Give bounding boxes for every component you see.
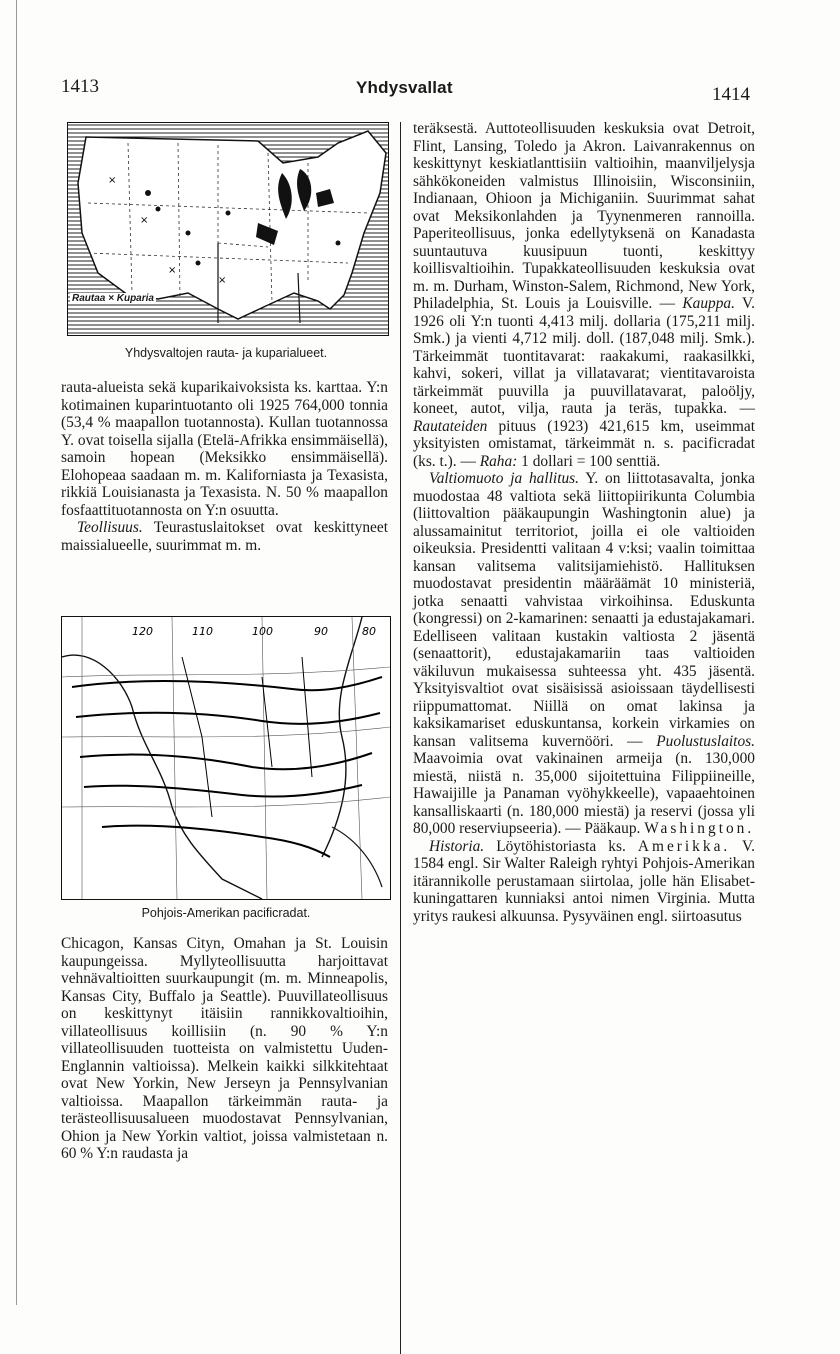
pacific-railways-map <box>61 616 391 900</box>
svg-text:110: 110 <box>192 625 213 638</box>
paragraph-minerals: rauta-alueista sekä kuparikaivoksista ks. karttaa. Y:n kotimainen kuparintuotanto oli 1925 764,000 tonnia (53,4 % maapallon tuotannosta). Kullan tuotannossa Y. ovat toisella sijalla (Etelä-Afrikka ensimmäisellä), samoin hopean (Meksikko ensimmäisellä). Elohopeaa saadaan m. m. Kaliforniasta ja Texasista, rikkiä Louisianasta ja Texasista. N. 50 % maapallon fosfaattituotannosta on Y:n osuutta. <box>61 379 388 519</box>
heading-valtiomuoto: Valtiomuoto ja hallitus. <box>429 470 580 487</box>
ref-amerikka: Amerikka. <box>637 837 731 855</box>
svg-text:90: 90 <box>314 625 328 638</box>
heading-raha: Raha: <box>479 452 518 470</box>
svg-text:×: × <box>140 215 149 226</box>
capital-name: Washington. <box>644 820 755 837</box>
paragraph-industry-cont2: teräksestä. Auttoteollisuuden keskuksia ovat Detroit, Flint, Lansing, Toledo ja Akron. Laivanrakennus on keskittynyt keskiatlanttisiin valtioihin, maanviljelysja sähkökoneiden valmistus Illinoisiin, Wisconsiniin, Indianaan, Ohioon ja Michiganiin. Suurimmat sahat ovat Meksikonlahden ja Tyynenmeren rannoilla. Paperiteollisuus, jonka edellytyksenä on Kanadasta suuntautuva kuusipuun tuonti, keskittyy koillisvaltioihin. Tupakkateollisuuden keskuksia ovat m. m. Durham, Winston-Salem, Richmond, New York, Philadelphia, St. Louis ja Louisville. — Kauppa. V. 1926 oli Y:n tuonti 4,413 milj. dollaria (175,211 milj. Smk.) ja vienti 4,712 milj. doll. (187,048 milj. Smk.). Tärkeimmät tuontitavarat: raakakumi, raakasilkki, kahvi, sokeri, villat ja villatavarat; vientitavaroista tärkeimmät puuvilla ja puuvillatavarat, paloöljy, koneet, autot, vilja, rauta ja teräs, tupakka. — Rautateiden pituus (1923) 421,615 km, useimmat yksityisten omistamat, tärkeimmät n. s. pacificradat (ks. t.). — Raha: 1 dollari = 100 senttiä. <box>413 120 755 470</box>
scan-edge-line <box>16 0 17 1305</box>
paragraph-industry-start: Teollisuus. Teurastuslaitokset ovat keskittyneet maissialueelle, suurimmat m. m. <box>61 519 388 554</box>
pacific-railways-drawing <box>62 617 390 899</box>
left-column-bottom <box>61 935 388 1163</box>
heading-kauppa: Kauppa. <box>682 295 735 312</box>
paragraph-industry-cont: Chicagon, Kansas Cityn, Omahan ja St. Louisin kaupungeissa. Myllyteollisuutta harjoittavat vehnävaltioitten suurkaupungit (m. m. Minneapolis, Kansas City, Buffalo ja Seattle). Puuvillateollisuus on keskittynyt itäisiin rannikkovaltioihin, villateollisuus koillisiin (n. 90 % Y:n villateollisuuden tuotteista on valmistettu Uuden-Englannin valtioissa). Melkein kaikki silkkitehtaat ovat New Yorkin, New Jerseyn ja Pennsylvanian valtioissa. Maapallon tärkeimmän rauta- ja terästeollisuusalueen muodostavat Pennsylvanian, Ohion ja New Yorkin valtiot, joissa valmistetaan n. 60 % Y:n raudasta ja <box>61 935 388 1162</box>
svg-text:×: × <box>218 275 227 286</box>
heading-historia: Historia. <box>429 837 485 855</box>
heading-teollisuus: Teollisuus. <box>77 519 143 536</box>
page-number-left: 1413 <box>61 76 99 97</box>
paragraph-history: Historia. Löytöhistoriasta ks. Amerikka. V. 1584 engl. Sir Walter Raleigh ryhtyi Pohjois-Amerikan itärannikolle perustamaan siirtolaa, jolle hän Elisabet-kuningattaren kunniaksi antoi nimen Virginia. Mutta yritys raukesi alkuunsa. Pysyväinen engl. siirtoasutus <box>413 837 755 925</box>
page-number-right: 1414 <box>712 84 750 105</box>
svg-text:120: 120 <box>132 625 153 638</box>
paragraph-government: Valtiomuoto ja hallitus. Y. on liittotasavalta, jonka muodostaa 48 valtiota sekä liittopiirikunta Columbia (liittovaltion pääkaupungin Washingtonin alue) ja alussamainitut territoriot, joilla ei ole valtioiden oikeuksia. Presidentti valitaan 4 v:ksi; vaalin toimittaa kansan valitsema valitsijamiehistö. Hallituksen muodostavat presidentin määräämät 10 ministeriä, jotka senaatti vahvistaa virkoihinsa. Eduskunta (kongressi) on 2-kamarinen: senaatti ja edustajakamari. Edelliseen valitaan kustakin valtiosta 2 jäsentä (senaattorit), edustajakamariin taas valtioiden väkiluvun mukaisessa suhteessa yht. 435 jäsentä. Yksityisvaltiot ovat sisäisissä asioissaan täydellisesti riippumattomat. Niillä on omat lakinsa ja kaksikamariset eduskuntansa, korkein virkamies on kansan valitsema kuvernööri. — Puolustuslaitos. Maavoimia ovat vakinainen armeija (n. 130,000 miestä, niistä n. 35,000 sijoitettuina Filippiineille, Hawaijille ja Panaman vyöhykkeelle), vapaaehtoinen kansalliskaarti (n. 180,000 miestä) ja reservi (jossa yli 80,000 reserviupseeria). — Pääkaup. Washington. <box>413 470 755 837</box>
svg-text:80: 80 <box>362 625 376 638</box>
running-header-title: Yhdysvallat <box>356 78 453 97</box>
left-column-top <box>61 379 388 554</box>
map-legend: Rautaa × Kuparia <box>72 293 154 304</box>
heading-puolustuslaitos: Puolustuslaitos. <box>656 732 755 750</box>
heading-rautateiden: Rautateiden <box>413 417 488 435</box>
svg-text:×: × <box>108 175 117 186</box>
right-column <box>413 120 755 925</box>
figure1-caption: Yhdysvaltojen rauta- ja kuparialueet. <box>124 346 328 360</box>
figure2-caption: Pohjois-Amerikan pacificradat. <box>141 906 311 920</box>
svg-text:100: 100 <box>252 625 273 638</box>
iron-copper-map <box>67 122 389 336</box>
svg-text:×: × <box>168 265 177 276</box>
column-divider <box>400 122 401 1354</box>
